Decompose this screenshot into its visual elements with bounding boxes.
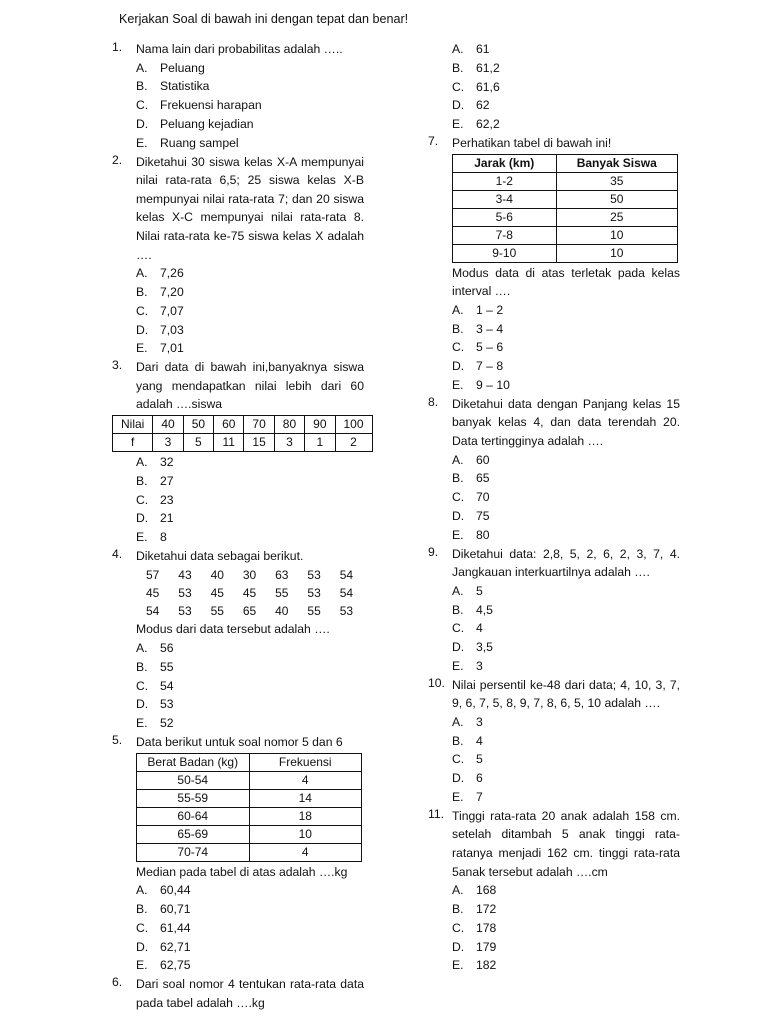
option-e: E. 182 (452, 958, 497, 973)
table-cell: 1-2 (453, 172, 557, 190)
table-header-row (137, 753, 362, 771)
table-cell: 65-69 (137, 825, 250, 843)
question-number: 5. (112, 733, 123, 748)
option-e: E. 9 – 10 (452, 377, 510, 392)
question-stem: Perhatikan tabel di bawah ini! (452, 135, 612, 150)
option-c: C. 5 – 6 (452, 340, 504, 355)
option-d: D. 53 (136, 697, 174, 712)
table-cell: 14 (249, 789, 362, 807)
question-number: 7. (428, 133, 439, 148)
data-value: 55 (210, 604, 224, 619)
data-value: 53 (307, 586, 321, 601)
left-column (112, 40, 364, 1012)
question-number: 1. (112, 40, 123, 54)
jarak-siswa-table (452, 154, 678, 263)
table-cell: 5 (183, 433, 213, 451)
question-stem: Tinggi rata-rata 20 anak adalah 158 cm. setelah ditambah 5 anak tinggi rata-ratanya menjadi 162 cm. tinggi rata-rata 5anak tersebut adalah ….cm (452, 808, 680, 879)
table-cell: 25 (556, 208, 678, 226)
table-row (137, 771, 362, 789)
question-number: 3. (112, 358, 123, 373)
question-followup: Modus data di atas terletak pada kelas interval …. (452, 265, 680, 299)
table-row (137, 807, 362, 825)
berat-badan-table (136, 753, 362, 862)
question-stem: Nilai persentil ke-48 dari data; 4, 10, 3, 7, 9, 6, 7, 5, 8, 9, 7, 8, 6, 5, 10 adalah …. (452, 677, 680, 711)
question-stem: Diketahui data dengan Panjang kelas 15 banyak kelas 4, dan data terendah 20. Data tertingginya adalah …. (452, 396, 680, 448)
question-6-options (428, 40, 680, 134)
data-row (136, 566, 364, 584)
question-stem: Nama lain dari probabilitas adalah ….. (136, 42, 343, 56)
question-stem: Diketahui data: 2,8, 5, 2, 6, 2, 3, 7, 4. Jangkauan interkuartilnya adalah …. (452, 546, 680, 580)
option-d: D. 3,5 (452, 640, 493, 655)
option-c: C. 178 (452, 920, 497, 935)
options-list (452, 713, 680, 807)
page-title: Kerjakan Soal di bawah ini dengan tepat dan benar! (119, 12, 409, 26)
table-header: Banyak Siswa (556, 154, 678, 172)
table-cell: 18 (249, 807, 362, 825)
table-cell: 3 (274, 433, 304, 451)
option-e: E. 8 (136, 530, 167, 545)
option-b: B. 61,2 (452, 60, 500, 75)
question-stem: Diketahui 30 siswa kelas X-A mempunyai nilai rata-rata 6,5; 25 siswa kelas X-B mempunyai nilai rata-rata 7; dan 20 siswa kelas X-C mempunyai nilai rata-rata 8. Nilai rata-rata ke-75 siswa kelas X adalah …. (136, 154, 364, 262)
option-b: B. 55 (136, 659, 174, 674)
data-value: 55 (307, 604, 321, 619)
table-cell: 50 (556, 190, 678, 208)
data-value: 45 (210, 586, 224, 601)
question-number: 2. (112, 152, 123, 167)
option-d: D. 179 (452, 939, 497, 954)
option-a: A. 61 (452, 42, 490, 56)
question-9 (428, 545, 680, 676)
option-a: A. 3 (452, 714, 483, 729)
data-value: 53 (339, 604, 354, 619)
option-d: D. 62,71 (136, 939, 191, 954)
table-cell: 10 (556, 226, 678, 244)
option-d: D. 7,03 (136, 322, 184, 337)
question-3-options (112, 453, 364, 547)
option-b: B. 7,20 (136, 284, 184, 299)
question-1 (112, 40, 364, 153)
table-cell: 10 (249, 825, 362, 843)
option-d: D. 6 (452, 771, 483, 786)
table-cell: 60-64 (137, 807, 250, 825)
option-c: C. 70 (452, 490, 490, 505)
options-list (136, 639, 364, 733)
table-cell: 10 (556, 244, 678, 262)
table-row (453, 226, 678, 244)
table-row (453, 172, 678, 190)
table-cell: 4 (249, 771, 362, 789)
data-values-table (136, 566, 364, 620)
table-row (113, 415, 373, 433)
question-8 (428, 395, 680, 545)
option-c: C. Frekuensi harapan (136, 98, 262, 113)
option-e: E. Ruang sampel (136, 135, 239, 150)
table-cell: 1 (305, 433, 335, 451)
table-cell: f (113, 433, 153, 451)
option-c: C. 5 (452, 752, 483, 767)
table-row (453, 208, 678, 226)
question-5 (112, 733, 364, 975)
question-6 (112, 975, 364, 1012)
option-c: C. 4 (452, 621, 483, 636)
data-value: 53 (178, 604, 192, 619)
data-value: 45 (242, 586, 257, 601)
option-d: D. 75 (452, 508, 490, 523)
table-cell: 11 (214, 433, 244, 451)
table-header-row (453, 154, 678, 172)
question-stem: Dari data di bawah ini,banyaknya siswa yang mendapatkan nilai lebih dari 60 adalah ….siswa (136, 360, 364, 412)
table-cell: 50 (183, 415, 213, 433)
question-number: 8. (428, 394, 439, 409)
table-cell: 70 (244, 415, 274, 433)
option-e: E. 62,2 (452, 117, 500, 132)
question-number: 9. (428, 544, 439, 559)
data-value: 57 (146, 568, 160, 583)
nilai-frequency-table (112, 415, 373, 452)
option-a: A. 32 (136, 454, 174, 469)
option-d: D. 62 (452, 98, 490, 113)
question-10 (428, 676, 680, 807)
table-row (137, 825, 362, 843)
option-b: B. 4 (452, 733, 483, 748)
option-e: E. 3 (452, 658, 483, 673)
option-c: C. 61,6 (452, 79, 500, 94)
options-list (136, 453, 364, 547)
table-cell: 7-8 (453, 226, 557, 244)
option-e: E. 52 (136, 716, 174, 731)
table-row (137, 843, 362, 861)
option-b: B. 60,71 (136, 902, 191, 917)
data-row (136, 602, 364, 620)
data-value: 45 (146, 586, 160, 601)
table-cell: 2 (335, 433, 372, 451)
data-value: 63 (275, 568, 289, 583)
question-2 (112, 153, 364, 359)
data-value: 65 (242, 604, 257, 619)
table-cell: Nilai (113, 415, 153, 433)
table-row (453, 190, 678, 208)
option-d: D. 7 – 8 (452, 359, 504, 374)
option-b: B. 4,5 (452, 602, 493, 617)
data-value: 40 (275, 604, 289, 619)
option-b: B. 27 (136, 473, 174, 488)
option-b: B. Statistika (136, 79, 210, 94)
question-stem: Data berikut untuk soal nomor 5 dan 6 (136, 735, 343, 750)
option-e: E. 62,75 (136, 958, 191, 973)
table-cell: 80 (274, 415, 304, 433)
question-3 (112, 358, 364, 414)
data-value: 53 (178, 586, 192, 601)
table-cell: 40 (153, 415, 183, 433)
question-4 (112, 547, 364, 733)
option-c: C. 7,07 (136, 303, 184, 318)
option-b: B. 172 (452, 902, 497, 917)
option-a: A. 60 (452, 452, 490, 467)
table-header: Frekuensi (249, 753, 362, 771)
options-list (452, 40, 680, 134)
table-row (453, 244, 678, 262)
table-header: Berat Badan (kg) (137, 753, 250, 771)
option-b: B. 3 – 4 (452, 321, 504, 336)
data-value: 55 (275, 586, 289, 601)
option-e: E. 7,01 (136, 341, 184, 356)
question-number: 11. (428, 806, 445, 821)
option-e: E. 80 (452, 527, 490, 542)
data-value: 54 (339, 568, 354, 583)
data-value: 53 (307, 568, 321, 583)
option-e: E. 7 (452, 790, 483, 805)
table-cell: 55-59 (137, 789, 250, 807)
data-value: 30 (242, 568, 257, 583)
data-value: 40 (210, 568, 224, 583)
table-cell: 90 (305, 415, 335, 433)
data-value: 43 (178, 568, 192, 583)
question-11 (428, 807, 680, 975)
table-header: Jarak (km) (453, 154, 557, 172)
table-cell: 4 (249, 843, 362, 861)
question-followup: Modus dari data tersebut adalah …. (136, 622, 330, 637)
question-stem: Diketahui data sebagai berikut. (136, 548, 304, 563)
table-row (113, 433, 373, 451)
question-followup: Median pada tabel di atas adalah ….kg (136, 864, 348, 879)
table-cell: 15 (244, 433, 274, 451)
option-a: A. 7,26 (136, 266, 184, 281)
table-cell: 5-6 (453, 208, 557, 226)
table-cell: 100 (335, 415, 372, 433)
table-cell: 3-4 (453, 190, 557, 208)
table-cell: 60 (214, 415, 244, 433)
table-cell: 9-10 (453, 244, 557, 262)
table-cell: 3 (153, 433, 183, 451)
data-value: 54 (339, 586, 354, 601)
table-cell: 50-54 (137, 771, 250, 789)
option-c: C. 23 (136, 492, 174, 507)
option-a: A. 56 (136, 641, 174, 656)
table-row (137, 789, 362, 807)
option-b: B. 65 (452, 471, 490, 486)
question-number: 6. (112, 975, 123, 990)
option-a: A. 1 – 2 (452, 302, 504, 317)
options-list (452, 881, 680, 975)
options-list (136, 264, 364, 358)
question-number: 4. (112, 546, 123, 561)
option-d: D. 21 (136, 511, 174, 526)
options-list (452, 301, 680, 395)
question-stem: Dari soal nomor 4 tentukan rata-rata data pada tabel adalah ….kg (136, 977, 364, 1010)
options-list (136, 59, 364, 153)
question-number: 10. (428, 675, 445, 690)
option-a: A. 168 (452, 883, 497, 898)
table-cell: 35 (556, 172, 678, 190)
option-a: A. 5 (452, 583, 483, 598)
option-c: C. 54 (136, 678, 174, 693)
options-list (452, 582, 680, 676)
data-value: 54 (146, 604, 160, 619)
option-d: D. Peluang kejadian (136, 116, 254, 131)
option-c: C. 61,44 (136, 920, 191, 935)
table-cell: 70-74 (137, 843, 250, 861)
question-7 (428, 134, 680, 395)
data-row (136, 584, 364, 602)
right-column (428, 40, 680, 975)
options-list (452, 451, 680, 545)
option-a: A. Peluang (136, 60, 205, 75)
options-list (136, 881, 364, 975)
option-a: A. 60,44 (136, 883, 191, 898)
